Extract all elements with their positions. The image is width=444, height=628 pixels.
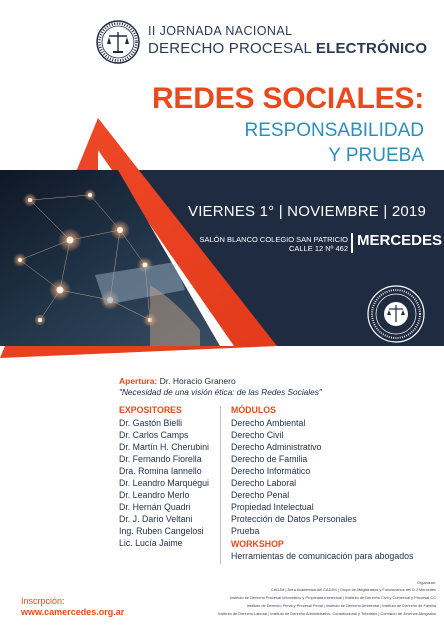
speaker-item: Ing. Ruben Cangelosi xyxy=(119,526,204,536)
speaker-item: Dr. Martín H. Cherubini xyxy=(119,442,209,452)
module-item: Derecho Laboral xyxy=(231,478,297,488)
speaker-item: Dra. Romina Iannello xyxy=(119,466,202,476)
module-item: Prueba xyxy=(231,526,260,536)
opening-label: Apertura: xyxy=(119,376,158,386)
module-item: Protección de Datos Personales xyxy=(231,514,357,524)
opening-line xyxy=(119,376,236,386)
workshop-heading: WORKSHOP xyxy=(231,539,284,549)
main-title: REDES SOCIALES: xyxy=(151,82,424,115)
inscription-url[interactable]: www.camercedes.org.ar xyxy=(21,607,125,617)
event-edition: II JORNADA NACIONAL xyxy=(148,24,293,38)
module-item: Propiedad Intelectual xyxy=(231,502,314,512)
event-name xyxy=(148,40,427,57)
module-item: Derecho Civil xyxy=(231,430,284,440)
speaker-item: Dr. Fernando Fiorella xyxy=(119,454,202,464)
subtitle-line-2: Y PRUEBA xyxy=(328,145,424,166)
venue-address: CALLE 12 Nº 462 xyxy=(288,244,348,253)
organizers-line: CADJM | Área Académica del CADJM | Grupo de Magistrados y Funcionarios del D.J.Mercedes xyxy=(270,587,436,592)
organizers-label: Organizan: xyxy=(416,580,436,585)
module-item: Derecho Penal xyxy=(231,490,290,500)
organizers-line: Instituto de Derecho Laboral | Instituto de Derecho Administrativo, Constitucional y Tributario | Comisión de Jóvenes Abogados xyxy=(218,611,436,616)
module-item: Derecho Informático xyxy=(231,466,311,476)
column-divider xyxy=(220,406,221,564)
organizers-line: Instituto de Derecho Penal y Procesal Penal | Instituto de Derecho Ambiental | Instituto de Derecho de Familia xyxy=(246,603,436,608)
speaker-item: Lic. Lucía Jaime xyxy=(119,538,183,548)
speaker-item: Dr. Carlos Camps xyxy=(119,430,189,440)
scales-of-justice-seal-icon xyxy=(96,20,140,64)
module-item: Derecho Ambiental xyxy=(231,418,306,428)
event-city: MERCEDES xyxy=(357,232,443,249)
venue-divider xyxy=(351,233,353,253)
subtitle-line-1: RESPONSABILIDAD xyxy=(244,120,424,141)
venue-name: SALÓN BLANCO COLEGIO SAN PATRICIO xyxy=(199,235,348,244)
colegio-abogados-seal-icon xyxy=(366,284,426,344)
workshop-item: Herramientas de comunicación para abogados xyxy=(231,551,414,561)
speaker-item: Dr. Hernán Quadri xyxy=(119,502,191,512)
speaker-item: Dr. Gastón Bielli xyxy=(119,418,183,428)
modules-heading: MÓDULOS xyxy=(231,405,276,415)
opening-lecture: "Necesidad de una visión ética: de las Redes Sociales" xyxy=(119,387,322,397)
speaker-item: Dr. J. Darío Veltani xyxy=(119,514,193,524)
opening-speaker: Dr. Horacio Granero xyxy=(157,376,236,386)
speakers-list xyxy=(119,417,209,549)
inscription-label: Inscrpción: xyxy=(21,596,65,606)
speakers-heading: EXPOSITORES xyxy=(119,405,182,415)
module-item: Derecho Administrativo xyxy=(231,442,322,452)
event-name-regular: DERECHO PROCESAL xyxy=(148,40,316,57)
module-item: Derecho de Familia xyxy=(231,454,308,464)
speaker-item: Dr. Leandro Marquégui xyxy=(119,478,209,488)
event-date: VIERNES 1° | NOVIEMBRE | 2019 xyxy=(187,203,426,220)
speaker-item: Dr. Leandro Merlo xyxy=(119,490,190,500)
event-name-bold: ELECTRÓNICO xyxy=(315,40,428,57)
organizers-line: Instituto de Derecho Procesal Informático y Propiedad Intelectual | Instituto de Derecho Civil y Comercial y Procesal CC xyxy=(229,595,436,600)
modules-list xyxy=(231,417,357,537)
